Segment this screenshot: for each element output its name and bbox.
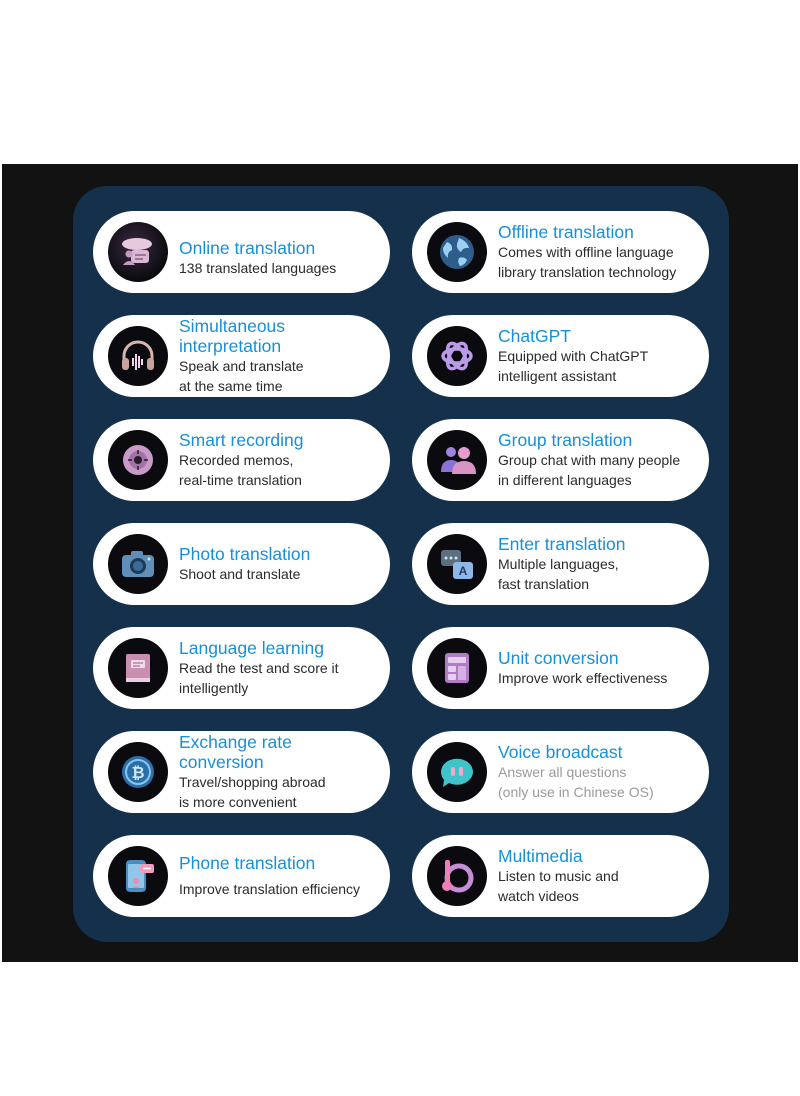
feature-description: Comes with offline language library translation technology <box>498 244 677 280</box>
feature-title: Photo translation <box>179 544 311 564</box>
camera-icon <box>108 534 168 594</box>
book-icon <box>108 638 168 698</box>
text-translate-icon <box>427 534 487 594</box>
record-disc-icon <box>108 430 168 490</box>
feature-card-unit-conversion <box>412 627 709 709</box>
feature-description: Speak and translate at the same time <box>179 358 304 394</box>
feature-card-online-translation <box>93 211 390 293</box>
feature-title: Enter translation <box>498 534 626 554</box>
feature-card-voice-broadcast <box>412 731 709 813</box>
speech-bubble-icon <box>427 742 487 802</box>
feature-description: Answer all questions (only use in Chinese OS) <box>498 764 654 800</box>
feature-card-simultaneous-interpretation <box>93 315 390 397</box>
svg-text:₿: ₿ <box>131 765 145 782</box>
feature-card-phone-translation <box>93 835 390 917</box>
feature-title: Group translation <box>498 430 633 450</box>
feature-description: Equipped with ChatGPT intelligent assistant <box>498 348 649 384</box>
feature-title: Voice broadcast <box>498 742 623 762</box>
feature-description: Shoot and translate <box>179 566 301 582</box>
feature-card-chatgpt <box>412 315 709 397</box>
feature-card-offline-translation <box>412 211 709 293</box>
feature-title: Language learning <box>179 638 324 658</box>
feature-title: Exchange rate conversion <box>179 732 292 772</box>
feature-description: Group chat with many people in different languages <box>498 452 681 488</box>
headphones-icon <box>108 326 168 386</box>
feature-description: Travel/shopping abroad is more convenient <box>179 774 326 810</box>
chatgpt-knot-icon <box>427 326 487 386</box>
feature-description: 138 translated languages <box>179 260 337 276</box>
feature-title: Offline translation <box>498 222 634 242</box>
feature-description: Read the test and score it intelligently <box>179 660 339 696</box>
phone-icon <box>108 846 168 906</box>
feature-card-smart-recording <box>93 419 390 501</box>
bitcoin-coin-icon <box>108 742 168 802</box>
group-people-icon <box>427 430 487 490</box>
feature-description: Listen to music and watch videos <box>498 868 619 904</box>
svg-text:A: A <box>458 564 468 578</box>
feature-description: Recorded memos, real-time translation <box>179 452 302 488</box>
feature-description: Multiple languages, fast translation <box>498 556 619 592</box>
feature-card-multimedia <box>412 835 709 917</box>
feature-title: Simultaneous interpretation <box>179 316 286 356</box>
feature-card-photo-translation <box>93 523 390 605</box>
feature-description: Improve translation efficiency <box>179 881 361 897</box>
feature-title: Phone translation <box>179 853 316 873</box>
feature-card-exchange-rate-conversion <box>93 731 390 813</box>
globe-icon <box>427 222 487 282</box>
feature-card-group-translation <box>412 419 709 501</box>
feature-title: Smart recording <box>179 430 304 450</box>
feature-card-enter-translation <box>412 523 709 605</box>
feature-title: Multimedia <box>498 846 583 866</box>
feature-card-language-learning <box>93 627 390 709</box>
feature-title: Online translation <box>179 238 316 258</box>
feature-title: ChatGPT <box>498 326 571 346</box>
calculator-icon <box>427 638 487 698</box>
feature-title: Unit conversion <box>498 648 619 668</box>
chat-bubble-person-icon <box>108 222 168 282</box>
feature-description: Improve work effectiveness <box>498 670 668 686</box>
music-note-icon <box>427 846 487 906</box>
